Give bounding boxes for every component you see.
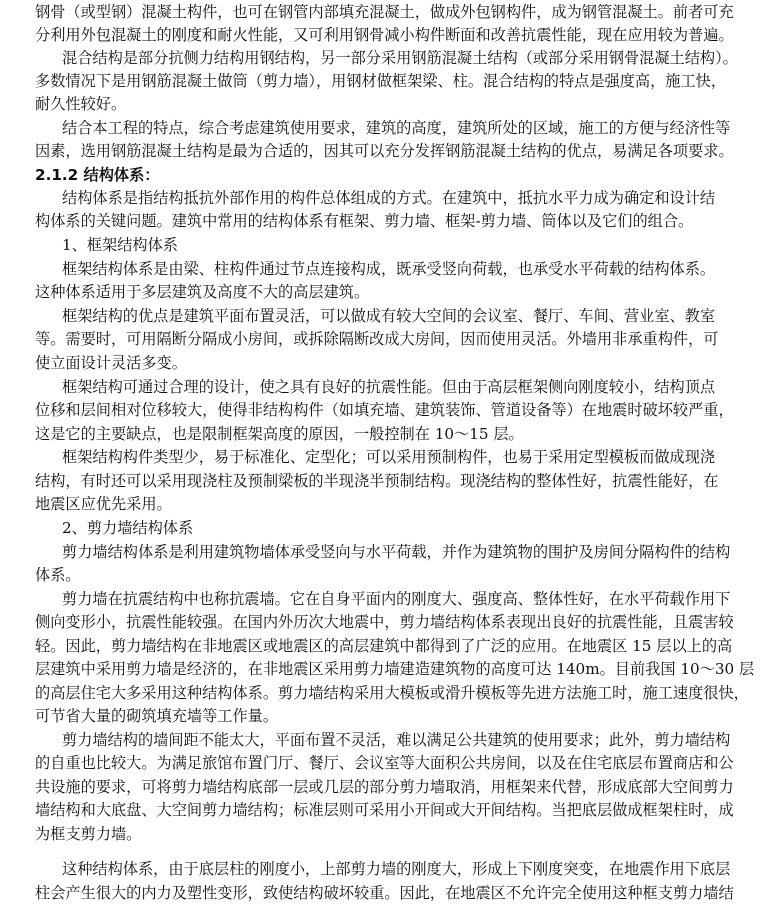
paragraph-line: 钢骨（或型钢）混凝土构件，也可在钢管内部填充混凝土，做成外包钢构件，成为钢管混凝土。前者可充 bbox=[35, 3, 734, 21]
paragraph-line: 这种体系适用于多层建筑及高度不大的高层建筑。 bbox=[35, 283, 370, 301]
paragraph-line: 等。需要时，可用隔断分隔成小房间，或拆除隔断改成大房间，因而使用灵活。外墙用非承重构件，可 bbox=[35, 330, 719, 348]
paragraph-line: 剪力墙结构的墙间距不能太大，平面布置不灵活，难以满足公共建筑的使用要求；此外，剪力墙结构 bbox=[62, 731, 731, 749]
paragraph-line: 为框支剪力墙。 bbox=[35, 825, 142, 843]
paragraph-line: 框架结构构件类型少，易于标准化、定型化；可以采用预制构件，也易于采用定型模板而做成现浇 bbox=[62, 448, 716, 466]
paragraph-line: 框架结构的优点是建筑平面布置灵活，可以做成有较大空间的会议室、餐厅、车间、营业室、教室 bbox=[62, 307, 716, 325]
paragraph-line: 框架结构可通过合理的设计，使之具有良好的抗震性能。但由于高层框架侧向刚度较小，结构顶点 bbox=[62, 378, 716, 396]
paragraph-line: 剪力墙结构体系是利用建筑物墙体承受竖向与水平荷载，并作为建筑物的围护及房间分隔构件的结构 bbox=[62, 543, 731, 561]
paragraph-line: 结构，有时还可以采用现浇柱及预制梁板的半现浇半预制结构。现浇结构的整体性好，抗震性能好，在 bbox=[35, 472, 719, 490]
paragraph-line: 共设施的要求，可将剪力墙结构底部一层或几层的部分剪力墙取消，用框架来代替，形成底部大空间剪力 bbox=[35, 778, 734, 796]
paragraph-line: 的自重也比较大。为满足旅馆布置门厅、餐厅、会议室等大面积公共房间，以及在住宅底层布置商店和公 bbox=[35, 754, 734, 772]
paragraph-line: 层建筑中采用剪力墙是经济的，在非地震区采用剪力墙建造建筑物的高度可达 140m。目前我国 10～30 层 bbox=[35, 660, 755, 678]
section-heading: 2.1.2 结构体系： bbox=[35, 166, 160, 184]
paragraph-line: 构体系的关键问题。建筑中常用的结构体系有框架、剪力墙、框架-剪力墙、筒体以及它们的组合。 bbox=[35, 212, 694, 230]
paragraph-line: 轻。因此，剪力墙结构在非地震区或地震区的高层建筑中都得到了广泛的应用。在地震区 15 层以上的高 bbox=[35, 637, 733, 655]
paragraph-line: 耐久性较好。 bbox=[35, 95, 127, 113]
paragraph-line: 侧向变形小，抗震性能较强。在国内外历次大地震中，剪力墙结构体系表现出良好的抗震性能，且震害较 bbox=[35, 613, 734, 631]
paragraph-line: 位移和层间相对位移较大，使得非结构构件（如填充墙、建筑装饰、管道设备等）在地震时破坏较严重， bbox=[35, 401, 734, 419]
paragraph-line: 这是它的主要缺点，也是限制框架高度的原因，一般控制在 10～15 层。 bbox=[35, 425, 524, 443]
paragraph-line: 框架结构体系是由梁、柱构件通过节点连接构成，既承受竖向荷载，也承受水平荷载的结构体系。 bbox=[62, 260, 716, 278]
paragraph-line: 分利用外包混凝土的刚度和耐火性能，又可利用钢骨减小构件断面和改善抗震性能，现在应用较为普遍。 bbox=[35, 26, 734, 44]
subsection-heading: 1、框架结构体系 bbox=[62, 236, 178, 254]
paragraph-line: 混合结构是部分抗侧力结构用钢结构，另一部分采用钢筋混凝土结构（或部分采用钢骨混凝土结构）。 bbox=[62, 49, 738, 67]
paragraph-line: 剪力墙在抗震结构中也称抗震墙。它在自身平面内的刚度大、强度高、整体性好，在水平荷载作用下 bbox=[62, 590, 731, 608]
paragraph-line: 体系。 bbox=[35, 566, 81, 584]
paragraph-line: 地震区应优先采用。 bbox=[35, 495, 172, 513]
paragraph-line: 使立面设计灵活多变。 bbox=[35, 354, 187, 372]
paragraph-line: 墙结构和大底盘、大空间剪力墙结构；标准层则可采用小开间或大开间结构。当把底层做成框架柱时，成 bbox=[35, 801, 734, 819]
paragraph-line: 因素，选用钢筋混凝土结构是最为合适的，因其可以充分发挥钢筋混凝土结构的优点，易满足各项要求。 bbox=[35, 142, 734, 160]
paragraph-line: 多数情况下是用钢筋混凝土做筒（剪力墙），用钢材做框架梁、柱。混合结构的特点是强度高，施工快， bbox=[35, 72, 727, 90]
paragraph-line: 这种结构体系，由于底层柱的刚度小，上部剪力墙的刚度大，形成上下刚度突变，在地震作用下底层 bbox=[62, 860, 731, 878]
paragraph-line: 的高层住宅大多采用这种结构体系。剪力墙结构采用大模板或滑升模板等先进方法施工时，施工速度很快， bbox=[35, 684, 749, 702]
paragraph-line: 结合本工程的特点，综合考虑建筑使用要求，建筑的高度，建筑所处的区域，施工的方便与经济性等 bbox=[62, 119, 731, 137]
paragraph-line: 结构体系是指结构抵抗外部作用的构件总体组成的方式。在建筑中，抵抗水平力成为确定和设计结 bbox=[62, 189, 716, 207]
paragraph-line: 可节省大量的砌筑填充墙等工作量。 bbox=[35, 707, 278, 725]
subsection-heading: 2、剪力墙结构体系 bbox=[62, 519, 194, 537]
paragraph-line: 柱会产生很大的内力及塑性变形，致使结构破坏较重。因此，在地震区不允许完全使用这种框支剪力墙结 bbox=[35, 884, 734, 902]
